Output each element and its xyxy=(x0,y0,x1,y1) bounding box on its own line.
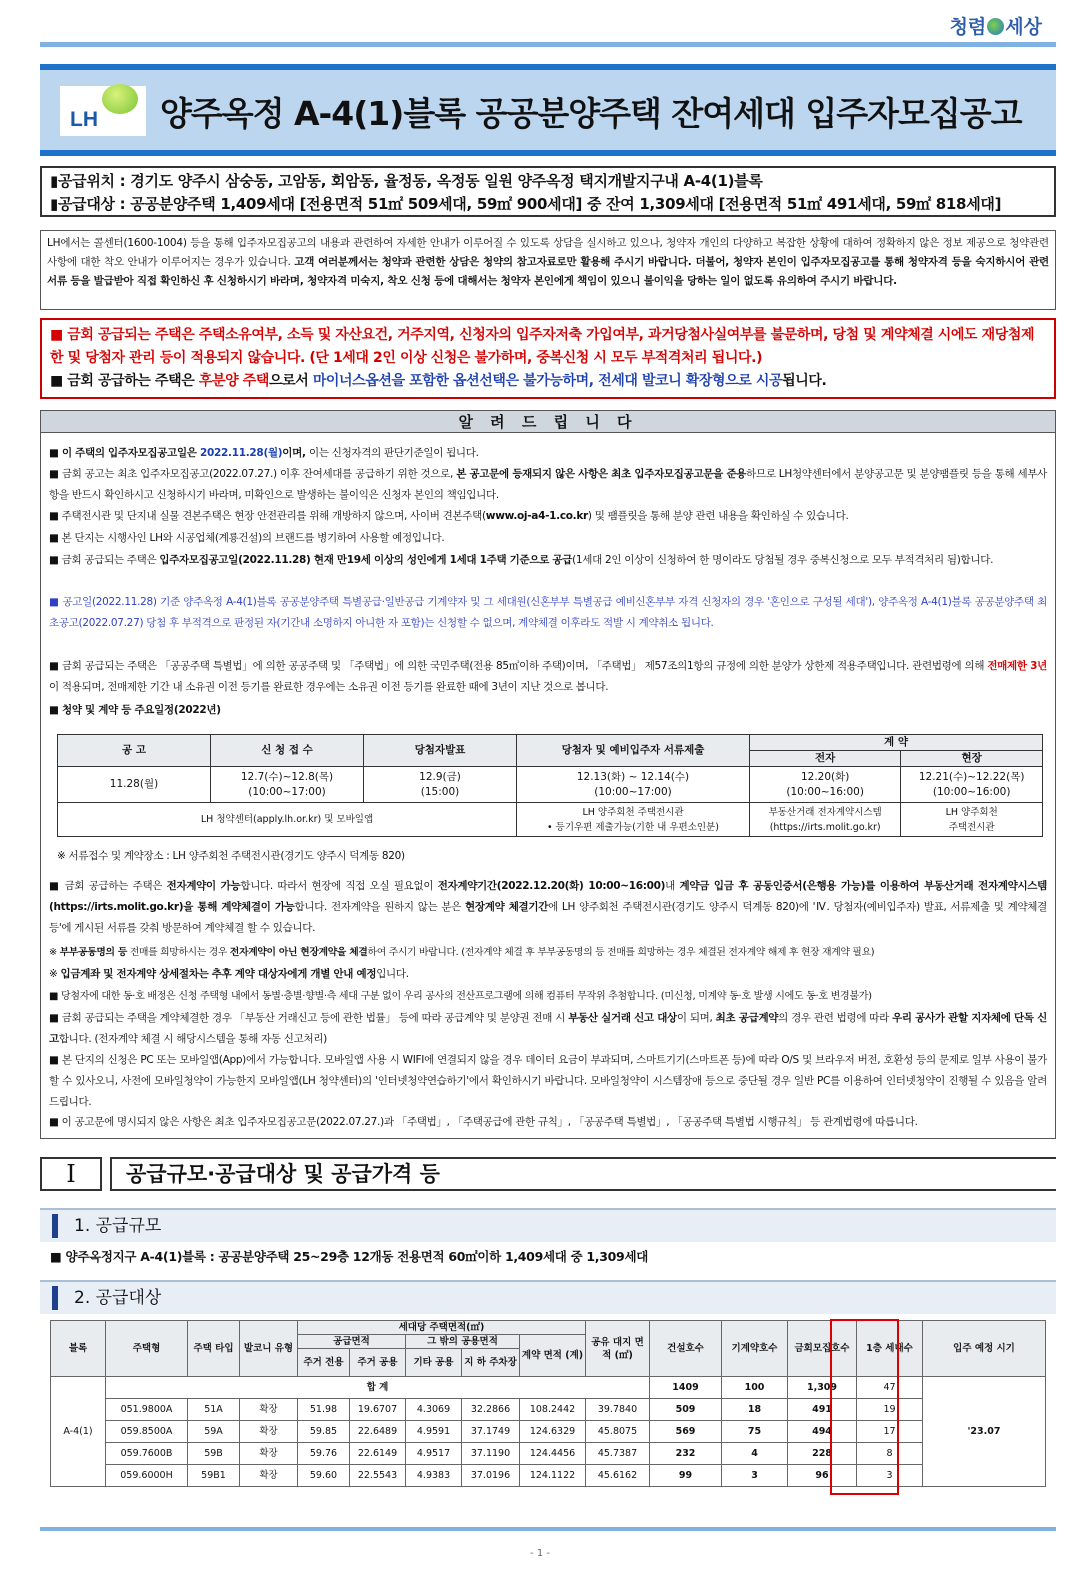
notice-item: ■ 당첨자에 대한 동·호 배정은 신청 주택형 내에서 동별·층별·향별·측 세대 구분 없이 우리 공사의 전산프로그램에 의해 컴퓨터 무작위 추첨합니다. (미신청, 미계약 동·호 발생 시에도 동·호 변경불가) xyxy=(49,991,872,1002)
notice-item: ■ 금회 공급되는 주택을 계약체결한 경우 「부동산 거래신고 등에 관한 법률」 등에 따라 공급계약 및 분양권 전매 시 부동산 실거래 신고 대상이 되며, 최초 공급계약의 경우 관련 법령에 따라 우리 공사가 관할 지자체에 단독 신고합니다. (전자계약 체결 시 해당시스템을 통해 자동 신고처리) xyxy=(49,1012,1047,1045)
schedule-table: 공 고 신 청 접 수 당첨자발표 당첨자 및 예비입주자 서류제출 계 약 전자 현장 11.28(월) 12.7(수)~12.8(목) (10:00~17:00) 12.9(금) (15:00) 12.13(화) ~ 12.14(수) (10:00~17:00) 12.20(화) (10:00~16:00) 12.21(수)~12.22(목) (10:00~16:00) LH 청약센터(apply.lh.or.kr) 및 모바일앱 LH 양주회천 주택전시관 • 등기우편 제출가능(기한 내 우편소인분) 부동산거래 전자계약시스템 (https://irts.molit.go.kr) LH 양주회천 주택전시관 xyxy=(57,734,1043,837)
bottom-rule xyxy=(40,1527,1056,1531)
notice-item: ※ 부부공동명의 등 전매를 희망하시는 경우 전자계약이 아닌 현장계약을 체결하여 주시기 바랍니다. (전자계약 체결 후 부부공동명의 등 전매를 희망하는 경우 체결된 전자계약 해제 후 현장 재계약 필요) xyxy=(49,947,875,958)
supply-location: ▮공급위치 : 경기도 양주시 삼숭동, 고암동, 회암동, 율정동, 옥정동 일원 양주옥정 택지개발지구내 A-4(1)블록 xyxy=(50,172,763,190)
notice-item: ■ 이 주택의 입주자모집공고일은 2022.11.28(월)이며, 이는 신청자격의 판단기준일이 됩니다. xyxy=(49,447,479,459)
notice-item: ■ 금회 공급되는 주택은 「공공주택 특별법」에 의한 공공주택 및 「주택법」에 의한 국민주택(전용 85㎡이하 주택)이며, 「주택법」 제57조의1항의 규정에 의한 분양가 상한제 적용주택입니다. 관련법령에 의해 전매제한 3년이 적용되며, 전매제한 기간 내 소유권 이전 등기를 완료한 경우에는 소유권 이전 등기를 완료한 때에 3년이 지난 것으로 봅니다. xyxy=(49,660,1047,693)
notice-item: ■ 본 단지는 시행사인 LH와 시공업체(계룡건설)의 브랜드를 병기하여 사용할 예정입니다. xyxy=(49,532,445,544)
notice-item: ■ 이 공고문에 명시되지 않은 사항은 최초 입주자모집공고문(2022.07.27.)과 「주택법」, 「주택공급에 관한 규칙」, 「공공주택 특별법」, 「공공주택 특별법 시행규칙」 등 관계법령에 따릅니다. xyxy=(49,1116,918,1128)
table-row: A-4(1) 합 계 1409 100 1,309 47 '23.07 xyxy=(51,1377,1046,1399)
subsection-target: 2. 공급대상 xyxy=(40,1280,1056,1314)
supply-summary xyxy=(40,166,1056,217)
notice-panel xyxy=(40,410,1056,1139)
globe-icon xyxy=(987,18,1004,35)
notice-item: ■ 금회 공급하는 주택은 전자계약이 가능합니다. 따라서 현장에 직접 오실 필요없이 전자계약기간(2022.12.20(화) 10:00~16:00)내 계약금 입금 후 공동인증서(은행용 가능)를 이용하여 부동산거래 전자계약시스템(https://irts.molit.go.kr)을 통해 계약체결이 가능합니다. 전자계약을 원하지 않는 분은 현장계약 체결기간에 LH 양주회천 주택전시관(경기도 양주시 덕계동 820)에 'Ⅳ. 당첨자(예비입주자) 발표, 서류제출 및 계약체결 등'에 게시된 서류를 갖춰 방문하여 계약체결 할 수 있습니다. xyxy=(49,880,1047,934)
key-notice-box xyxy=(40,318,1056,399)
table-row: 051.9800A 51A 확장 51.98 19.6707 4.3069 32.2866 108.2442 39.7840 509 18 491 19 xyxy=(51,1399,1046,1421)
lh-logo: LH xyxy=(60,86,146,136)
table-row: 059.7600B 59B 확장 59.76 22.6149 4.9517 37.1190 124.4456 45.7387 232 4 228 8 xyxy=(51,1443,1046,1465)
supply-target: ▮공급대상 : 공공분양주택 1,409세대 [전용면적 51㎡ 509세대, 59㎡ 900세대] 중 잔여 1,309세대 [전용면적 51㎡ 491세대, 59㎡ 818세대] xyxy=(50,195,1002,213)
table-row: 059.6000H 59B1 확장 59.60 22.5543 4.9383 37.0196 124.1122 45.6162 99 3 96 3 xyxy=(51,1465,1046,1487)
schedule-heading: ■ 청약 및 계약 등 주요일정(2022년) xyxy=(49,704,221,716)
notice-item: ■ 금회 공급되는 주택은 입주자모집공고일(2022.11.28) 현재 만19세 이상의 성인에게 1세대 1주택 기준으로 공급(1세대 2인 이상이 신청하여 한 명이라도 당첨될 경우 중복신청으로 모두 부적격처리 됨)합니다. xyxy=(49,554,994,566)
key-notice-2: ■ 금회 공급하는 주택은 후분양 주택으로서 마이너스옵션을 포함한 옵션선택은 불가능하며, 전세대 발코니 확장형으로 시공됩니다. xyxy=(50,373,827,389)
notice-heading: 알 려 드 립 니 다 xyxy=(41,411,1055,433)
recruit-highlight xyxy=(830,1319,899,1495)
section-1-header xyxy=(40,1157,1056,1193)
notice-item: ■ 공고일(2022.11.28) 기준 양주옥정 A-4(1)블록 공공분양주택 특별공급·일반공급 기계약자 및 그 세대원(신혼부부 특별공급 예비신혼부부 자격 신청자의 경우 '혼인으로 구성될 세대'), 양주옥정 A-4(1)블록 공공분양주택 최초공고(2022.07.27) 당첨 후 부적격으로 판정된 자(기간내 소명하지 아니한 자 포함)는 신청할 수 없으며, 계약체결 이후라도 적발 시 계약취소 됩니다. xyxy=(49,596,1047,629)
notice-item: ■ 주택전시관 및 단지내 실물 견본주택은 현장 안전관리를 위해 개방하지 않으며, 사이버 견본주택(www.oj-a4-1.co.kr) 및 팸플릿을 통해 분양 관련 내용을 확인하실 수 있습니다. xyxy=(49,510,849,522)
notice-item: ■ 본 단지의 신청은 PC 또는 모바일앱(App)에서 가능합니다. 모바일앱 사용 시 WIFI에 연결되지 않을 경우 데이터 요금이 부과되며, 스마트기기(스마트폰 등)에 따라 O/S 및 브라우저 버전, 호환성 등의 문제로 일부 사용이 불가할 수 있사오니, 사전에 모바일청약이 가능한지 모바일앱(LH 청약센터)의 '인터넷청약연습하기'에서 확인하시기 바랍니다. 모바일청약이 시스템장애 등으로 중단될 경우 일반 PC를 이용하여 인터넷청약이 진행될 수 있음을 알려드립니다. xyxy=(49,1054,1047,1108)
notice-item: ■ 금회 공고는 최초 입주자모집공고(2022.07.27.) 이후 잔여세대를 공급하기 위한 것으로, 본 공고문에 등재되지 않은 사항은 최초 입주자모집공고문을 준용하므로 LH청약센터에서 분양공고문 및 분양팸플릿 등을 통해 세부사항을 반드시 확인하시고 신청하시기 바라며, 미확인으로 발생하는 불이익은 신청자 본인의 책임입니다. xyxy=(49,468,1048,501)
section-number: Ⅰ xyxy=(40,1157,102,1191)
scale-line: ■ 양주옥정지구 A-4(1)블록 : 공공분양주택 25~29층 12개동 전용면적 60㎡이하 1,409세대 중 1,309세대 xyxy=(50,1249,648,1264)
section-title: 공급규모·공급대상 및 공급가격 등 xyxy=(110,1157,1056,1191)
page-number: - 1 - xyxy=(530,1548,550,1559)
notice-item: ※ 서류접수 및 계약장소 : LH 양주회천 주택전시관(경기도 양주시 덕계동 820) xyxy=(57,850,405,862)
notice-item: ※ 입금계좌 및 전자계약 상세절차는 추후 계약 대상자에게 개별 안내 예정입니다. xyxy=(49,968,409,980)
brand-logo: 청렴 세상 xyxy=(949,16,1042,38)
table-row: 059.8500A 59A 확장 59.85 22.6489 4.9591 37.1749 124.6329 45.8075 569 75 494 17 xyxy=(51,1421,1046,1443)
intro-notice: LH에서는 콜센터(1600-1004) 등을 통해 입주자모집공고의 내용과 관련하여 자세한 안내가 이루어질 수 있도록 상담을 실시하고 있으나, 청약자 개인의 다양하고 복잡한 상황에 대하여 정확하지 않은 정보 제공으로 청약관련 사항에 대한 착오 안내가 이루어지는 경우가 있습니다. 고객 여러분께서는 청약과 관련한 상담은 청약의 참고자료로만 활용해 주시기 바랍니다. 더불어, 청약자 본인이 입주자모집공고를 통해 청약자격 등을 숙지하시어 관련 서류 등을 발급받아 직접 확인하신 후 신청하시기 바라며, 청약자격 미숙지, 착오 신청 등에 대해서는 청약자 본인에게 책임이 있으니 불이익을 당하는 일이 없도록 유의하여 주시기 바랍니다. xyxy=(40,230,1056,310)
supply-target-table: 블록 주택형 주택 타입 발코니 유형 세대당 주택면적(㎡) 공유 대지 면적 (㎡) 건설호수 기계약호수 금회모집호수 1층 세대수 입주 예정 시기 공급면적 그 밖의 공용면적 계약 면적 (계) 주거 전용 주거 공용 기타 공용 지 하 주차장 A-4(1) 합 계 1409 100 1,309 47 '23.07 051.9800A 51A 확장 51.98 19.6707 4.3069 32.2866 108.2442 39.7840 509 18 491 19 059.8500A 59A 확장 59.85 22.6489 4.9591 37.1749 124.6329 45.8075 569 75 494 17 059.7600B 59B 확장 59.76 22.6149 4.9517 37.1190 124.4456 45.7387 232 4 228 8 059.6000H 59B1 확장 59.60 22.5543 4.9383 37.0196 124.1122 45.6162 99 3 96 3 xyxy=(50,1320,1046,1487)
key-notice-1: ■ 금회 공급되는 주택은 주택소유여부, 소득 및 자산요건, 거주지역, 신청자의 입주자저축 가입여부, 과거당첨사실여부를 불문하며, 당첨 및 계약체결 시에도 재당첨제한 및 당첨자 관리 등이 적용되지 않습니다. (단 1세대 2인 이상 신청은 불가하며, 중복신청 시 모두 부적격처리 됩니다.) xyxy=(50,327,1035,366)
top-rule xyxy=(40,42,1056,47)
subsection-scale: 1. 공급규모 xyxy=(40,1208,1056,1242)
page-title: 양주옥정 A-4(1)블록 공공분양주택 잔여세대 입주자모집공고 xyxy=(160,94,1022,133)
